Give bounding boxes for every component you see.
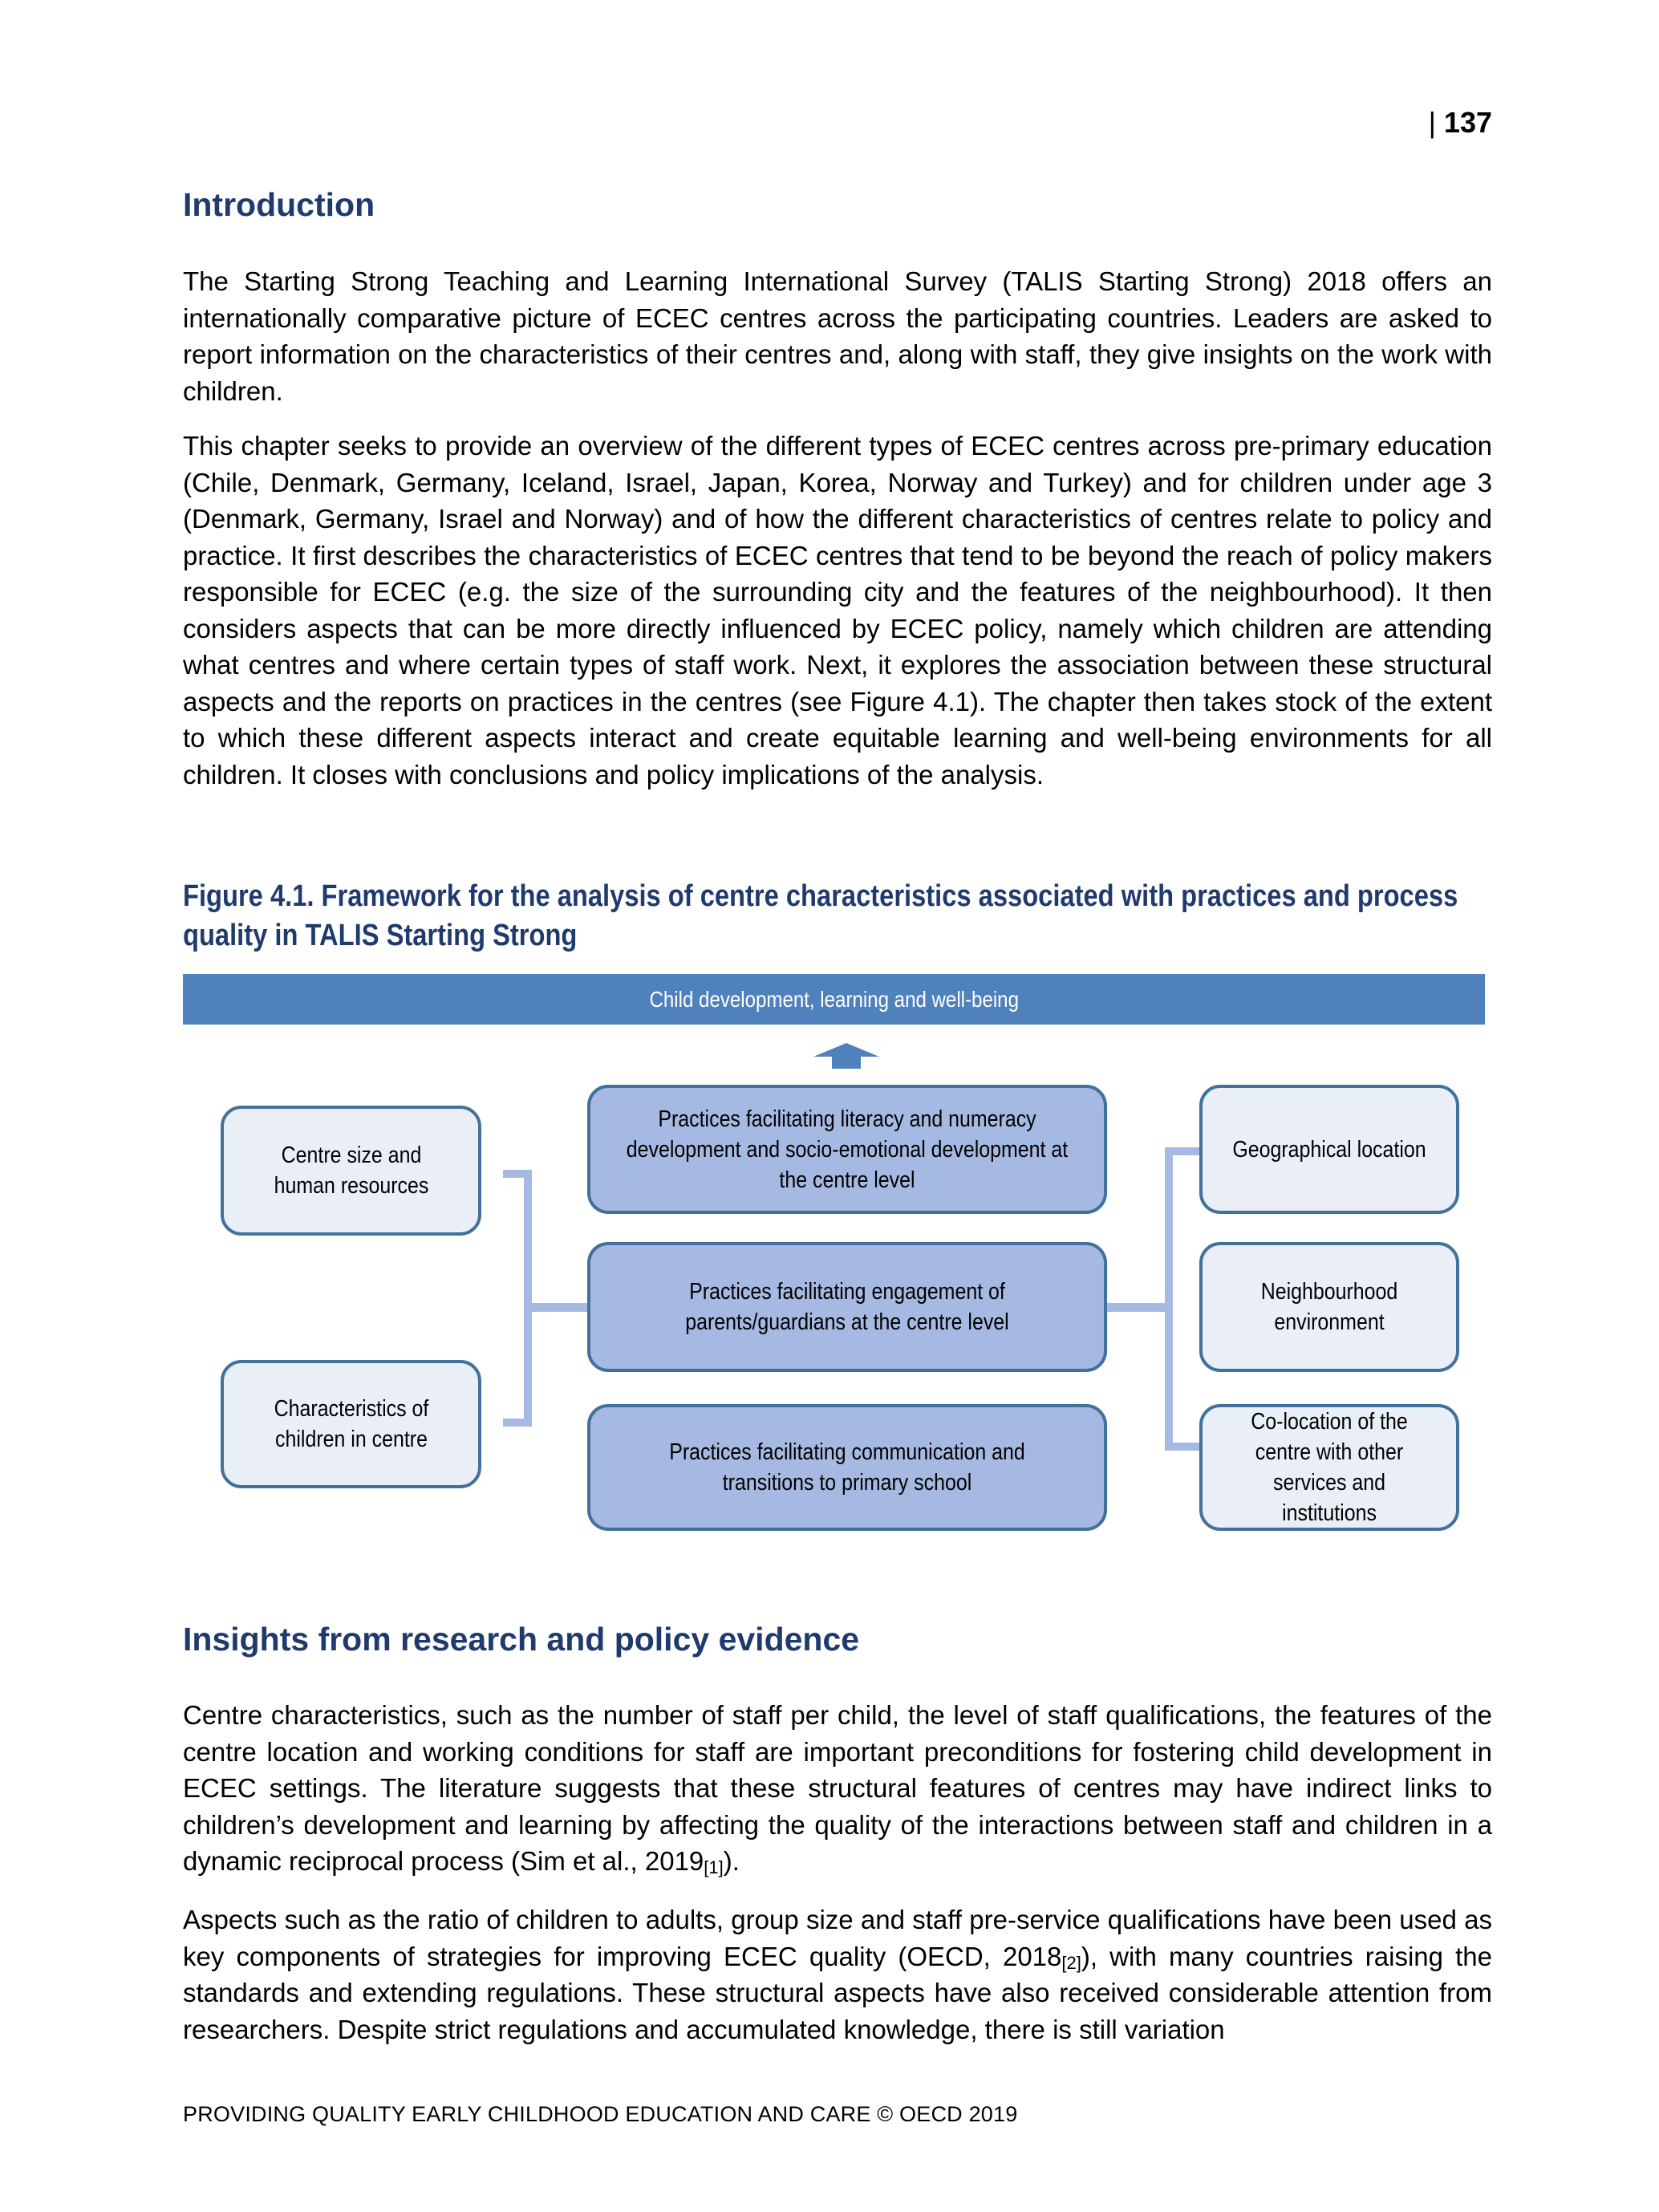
left-bracket-bottom xyxy=(503,1419,532,1427)
center-box-transitions xyxy=(587,1404,1107,1531)
right-bracket-bottom xyxy=(1165,1443,1199,1451)
left-bracket-vertical xyxy=(524,1170,532,1427)
citation-ref-1[interactable]: [1] xyxy=(704,1857,724,1877)
center-box-label: Practices facilitating engagement of parents/guardians at the centre level xyxy=(685,1279,1009,1335)
left-box-label: Characteristics of children in centre xyxy=(274,1396,428,1452)
right-bracket-vertical xyxy=(1165,1147,1173,1451)
up-arrow-icon xyxy=(812,1041,881,1070)
figure-title: Figure 4.1. Framework for the analysis of centre characteristics associated with practices and process quality in TALIS Starting Strong xyxy=(183,879,1458,952)
center-box-label: Practices facilitating literacy and numeracy development and socio-emotional development at the centre level xyxy=(626,1106,1069,1193)
insights-p1-end: ). xyxy=(723,1846,740,1876)
center-box-label: Practices facilitating communication and transitions to primary school xyxy=(669,1439,1025,1496)
right-box-neighbourhood xyxy=(1199,1242,1459,1372)
intro-heading: Introduction xyxy=(183,186,375,223)
citation-ref-2[interactable]: [2] xyxy=(1061,1952,1081,1973)
page-number-value: 137 xyxy=(1443,106,1492,139)
left-bracket-arm xyxy=(528,1303,589,1312)
right-box-label: Neighbourhood environment xyxy=(1260,1279,1398,1335)
center-box-parents xyxy=(587,1242,1107,1372)
page-number-separator: | xyxy=(1428,106,1436,139)
intro-paragraph-2: This chapter seeks to provide an overview of the different types of ECEC centres across pre-primary education (Chile, Denmark, Germany, Iceland, Israel, Japan, Korea, Norway and Turkey) and for children under age 3 (Denmark, Germany, Israel and Norway) and of how the different characteristics of centres relate to policy and practice. It first describes the characteristics of ECEC centres that tend to be beyond the reach of policy makers responsible for ECEC (e.g. the size of the surrounding city and the features of the neighbourhood). It then considers aspects that can be more directly influenced by ECEC policy, namely which children are attending what centres and where certain types of staff work. Next, it explores the association between these structural aspects and the reports on practices in the centres (see Figure 4.1). The chapter then takes stock of the extent to which these different aspects interact and create equitable learning and well-being environments for all children. It closes with conclusions and policy implications of the analysis. xyxy=(183,431,1492,789)
left-box-children xyxy=(221,1360,481,1488)
page-number xyxy=(1429,106,1492,140)
outcome-banner xyxy=(183,974,1485,1025)
left-box-centre-size xyxy=(221,1106,481,1236)
insights-p1-text: Centre characteristics, such as the number of staff per child, the level of staff qualifications, the features of the centre location and working conditions for staff are important preconditions for fostering child development in ECEC settings. The literature suggests that these structural features of centres may have indirect links to children’s development and learning by affecting the quality of the interactions between staff and children in a dynamic reciprocal process (Sim et al., 2019 xyxy=(183,1700,1492,1876)
right-box-colocation xyxy=(1199,1404,1459,1531)
right-box-geography xyxy=(1199,1085,1459,1214)
center-box-literacy xyxy=(587,1085,1107,1214)
insights-heading: Insights from research and policy evidence xyxy=(183,1621,860,1658)
right-box-label: Geographical location xyxy=(1232,1136,1426,1163)
intro-paragraph-1: The Starting Strong Teaching and Learning International Survey (TALIS Starting Strong) 2018 offers an internationally comparative picture of ECEC centres across the participating countries. Leaders are asked to report information on the characteristics of their centres and, along with staff, they give insights on the work with children. xyxy=(183,266,1492,406)
page-footer: PROVIDING QUALITY EARLY CHILDHOOD EDUCATION AND CARE © OECD 2019 xyxy=(183,2102,1018,2126)
right-bracket-arm xyxy=(1107,1303,1170,1312)
insights-p2-end: ), with many countries raising the standards and extending regulations. These structural aspects have also received considerable attention from researchers. Despite strict regulations and accumulated knowledge, there is still variation xyxy=(183,1941,1492,2044)
insights-p2-text: Aspects such as the ratio of children to adults, group size and staff pre-service qualifications have been used as key components of strategies for improving ECEC quality (OECD, 2018 xyxy=(183,1905,1492,1971)
left-box-label: Centre size and human resources xyxy=(274,1143,428,1199)
right-box-label: Co-location of the centre with other services and institutions xyxy=(1251,1409,1408,1526)
insights-paragraph-1 xyxy=(183,1697,1492,1880)
insights-paragraph-2 xyxy=(183,1902,1492,2048)
outcome-banner-label: Child development, learning and well-being xyxy=(649,986,1019,1012)
